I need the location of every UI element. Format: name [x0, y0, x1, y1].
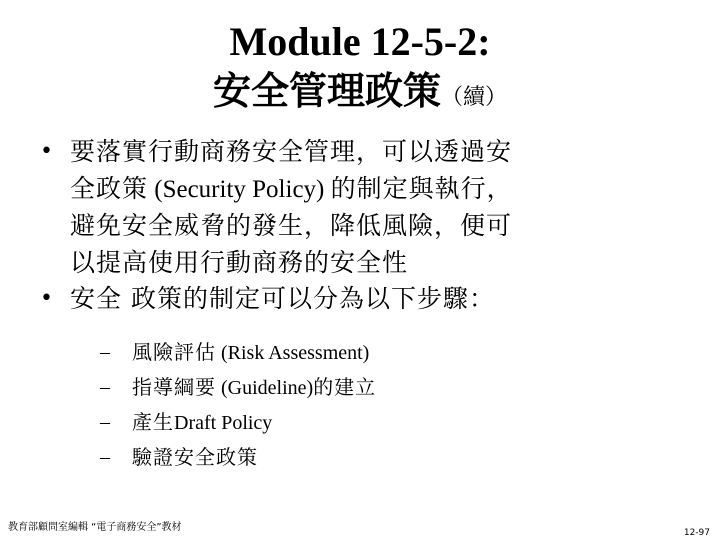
sub-bullet-item — [100, 335, 520, 370]
sub-bullet-item — [100, 440, 520, 475]
sub-bullet-list — [100, 335, 520, 475]
bullet-text: 安全 政策的制定可以分為以下步驟： — [70, 284, 495, 313]
bullet-line: 的制定與執行， — [330, 173, 513, 203]
bullet-dot-icon: • — [40, 286, 54, 311]
bullet-dot-icon: • — [40, 139, 54, 164]
sub-bullet-item — [100, 370, 520, 405]
sub-bullet-en: Draft Policy — [174, 412, 273, 434]
sub-bullet-item — [100, 405, 520, 440]
bullet-line: 全政策 — [70, 173, 149, 203]
slide-title-suffix: （續） — [441, 85, 508, 110]
slide-title-main: 安全管理政策 — [212, 69, 441, 113]
footer-credit: 教育部顧問室編輯 “電子商務安全”教材 — [8, 522, 182, 533]
sub-bullet-zh: 驗證安全政策 — [132, 445, 258, 469]
bullet-line: 避免安全威脅的發生，降低風險，便可 — [70, 211, 513, 240]
bullet-list — [40, 134, 660, 318]
dash-icon: – — [100, 411, 111, 433]
page-number: 12-97 — [683, 528, 710, 538]
sub-bullet-en: (Risk Assessment) — [216, 342, 370, 364]
bullet-item-1 — [40, 134, 660, 281]
sub-bullet-zh: 風險評估 — [132, 340, 216, 364]
sub-bullet-zh: 產生 — [132, 410, 174, 434]
dash-icon: – — [100, 446, 111, 468]
sub-bullet-zh: 指導綱要 — [132, 375, 216, 399]
bullet-line: 要落實行動商務安全管理，可以透過安 — [70, 137, 513, 166]
sub-bullet-zh2: 的建立 — [313, 375, 377, 399]
sub-bullet-en: (Guideline) — [216, 377, 314, 399]
dash-icon: – — [100, 341, 111, 363]
bullet-line: 以提高使用行動商務的安全性 — [70, 247, 409, 277]
bullet-item-2 — [40, 281, 660, 318]
slide-title-module: Module 12-5-2: — [229, 19, 491, 64]
dash-icon: – — [100, 376, 111, 398]
slide-title — [0, 66, 720, 123]
bullet-line-latin: (Security Policy) — [148, 175, 331, 203]
